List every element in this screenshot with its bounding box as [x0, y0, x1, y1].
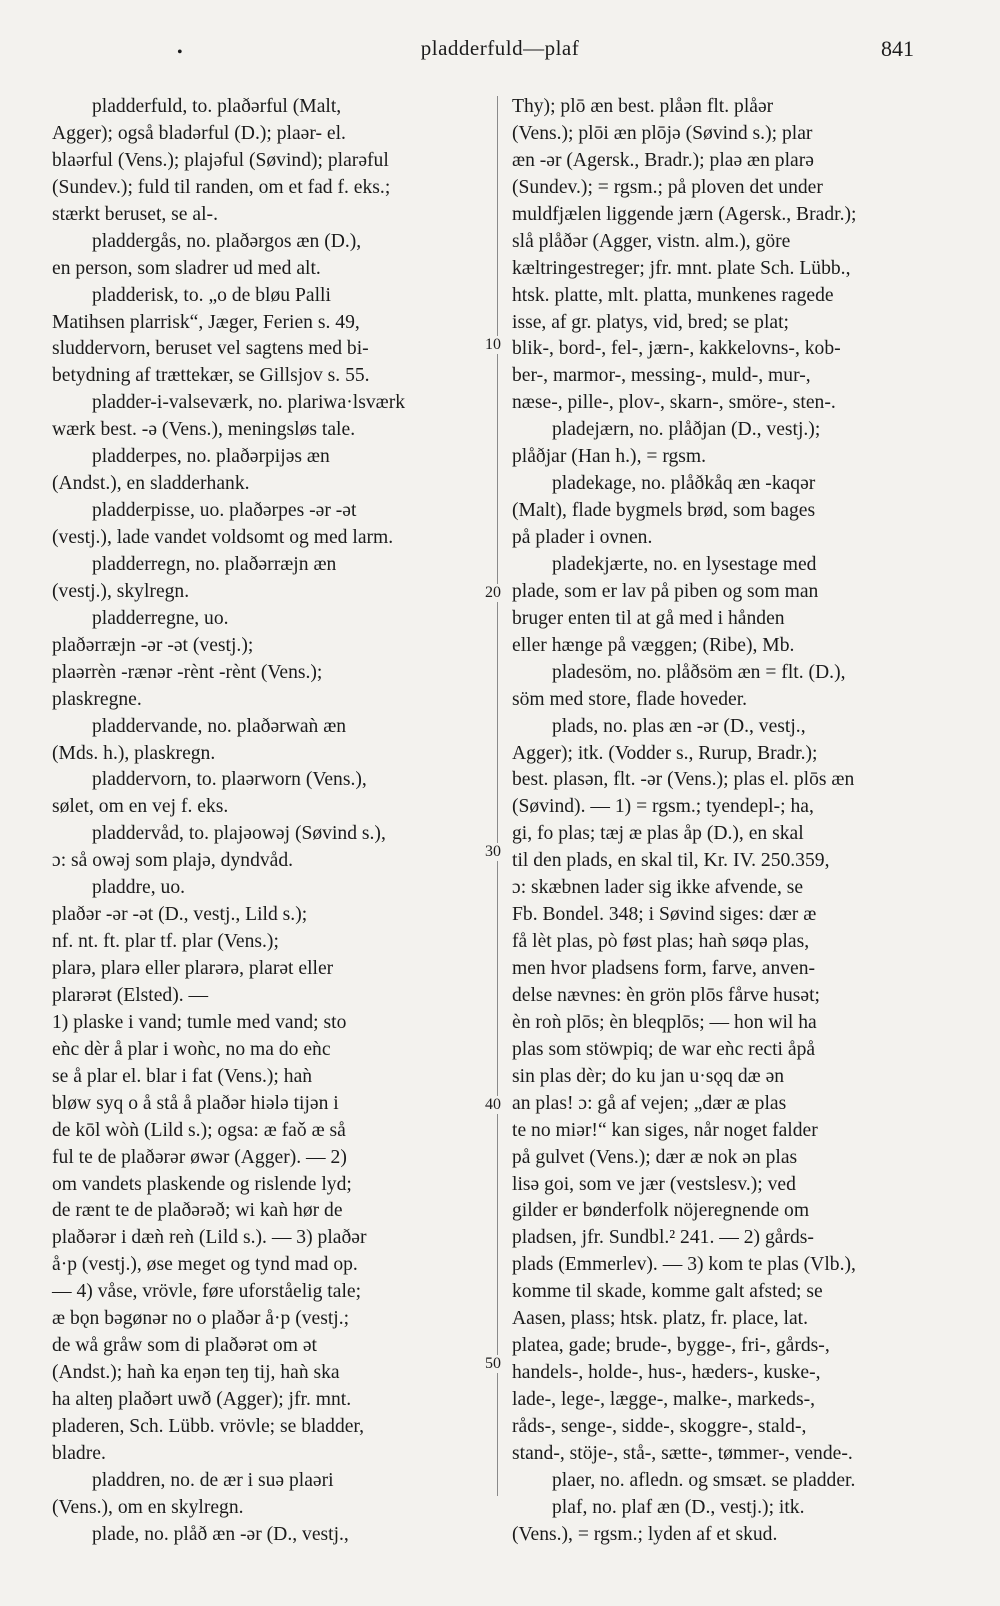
right-column-line: plas som stöwpiq; de war eǹc recti åpå — [512, 1038, 816, 1060]
right-column — [512, 94, 944, 1549]
left-column-line: de kōl wòǹ (Lild s.); ogsa: æ faǒ æ så — [52, 1119, 346, 1141]
left-column-line: Matihsen plarrisk“, Jæger, Ferien s. 49, — [52, 311, 360, 333]
left-column-line: pladeren, Sch. Lübb. vrövle; se bladder, — [52, 1415, 365, 1437]
left-column-line: stærkt beruset, se al-. — [52, 203, 218, 225]
left-column-line: (Mds. h.), plaskregn. — [52, 742, 216, 764]
right-column-line: komme til skade, komme galt afsted; se — [512, 1281, 823, 1303]
left-column-line: plarə, plarə eller plarərə, plarət eller — [52, 958, 334, 979]
left-column-line: blaərful (Vens.); plajəful (Søvind); plarəful — [52, 149, 389, 171]
right-column-line: ber-, marmor-, messing-, muld-, mur-, — [512, 365, 811, 387]
right-column-line: pladekage, no. plåðkåq æn -kaqər — [552, 473, 816, 495]
left-column-line: plaskregne. — [52, 688, 142, 710]
right-column-line: te no miər!“ kan siges, når noget falder — [512, 1119, 818, 1141]
left-column-line: pladderisk, to. „o de bløu Palli — [92, 284, 331, 306]
left-column-line: (Andst.), en sladderhank. — [52, 473, 250, 495]
right-column-line: best. plasən, flt. -ər (Vens.); plas el. plōs æn — [512, 769, 855, 791]
right-column-line: plaer, no. afledn. og smsæt. se pladder. — [552, 1469, 856, 1491]
left-column-line: (vestj.), skylregn. — [52, 580, 190, 602]
right-column-line: htsk. platte, mlt. platta, munkenes ragede — [512, 284, 834, 306]
left-column-line: pladdervorn, to. plaərworn (Vens.), — [92, 769, 367, 791]
left-column-line: pladdervåd, to. plajəowəj (Søvind s.), — [92, 823, 386, 845]
column-divider — [497, 96, 498, 1496]
left-column-line: plaðərræjn -ər -ət (vestj.); — [52, 634, 254, 656]
left-column-line: pladderpisse, uo. plaðərpes -ər -ət — [92, 500, 357, 522]
left-column-line: wærk best. -ə (Vens.), meningsløs tale. — [52, 419, 356, 441]
left-column-line: de wå gråw som di plaðərət om ət — [52, 1335, 317, 1357]
right-column-line: handels-, holde-, hus-, hæders-, kuske-, — [512, 1362, 821, 1384]
left-column-line: pladder-i-valseværk, no. plariwa·lsværk — [92, 392, 406, 414]
left-column-line: bløw syq o å stå å plaðər hiələ tijən i — [52, 1092, 339, 1114]
left-column-line: pladdergås, no. plaðərgos æn (D.), — [92, 230, 362, 252]
left-column-line: ful te de plaðərər øwər (Agger). — 2) — [52, 1146, 347, 1168]
left-column-line: plaərrèn -rænər -rènt -rènt (Vens.); — [52, 661, 323, 683]
right-column-line: æn -ər (Agersk., Bradr.); plaə æn plarə — [512, 149, 814, 171]
page-marker-dot: • — [177, 44, 183, 61]
right-column-line: muldfjælen liggende jærn (Agersk., Bradr.); — [512, 203, 857, 225]
left-column-line: pladdren, no. de ær i suə plaəri — [92, 1469, 334, 1491]
left-column-line: nf. nt. ft. plar tf. plar (Vens.); — [52, 931, 279, 953]
right-column-line: kæltringestreger; jfr. mnt. plate Sch. Lübb., — [512, 257, 851, 279]
left-column-line: pladdervande, no. plaðərwaǹ æn — [92, 715, 347, 737]
right-column-line: èn roǹ plōs; èn bleqplōs; — hon wil ha — [512, 1011, 817, 1033]
right-column-line: Thy); plō æn best. plåən flt. plåər — [512, 96, 774, 117]
right-column-line: bruger enten til at gå med i hånden — [512, 607, 785, 629]
right-column-line: pladsen, jfr. Sundbl.² 241. — 2) gårds- — [512, 1227, 814, 1249]
right-column-line: an plas! ɔ: gå af vejen; „dær æ plas — [512, 1092, 787, 1114]
left-column-line: (Andst.); haǹ ka eŋən teŋ tij, haǹ ska — [52, 1362, 340, 1384]
left-column-line: 1) plaske i vand; tumle med vand; sto — [52, 1011, 347, 1033]
left-column-line: betydning af trættekær, se Gillsjov s. 55. — [52, 365, 370, 387]
left-column-line: pladderregn, no. plaðərræjn æn — [92, 553, 337, 575]
left-column-line: plaðər -ər -ət (D., vestj., Lild s.); — [52, 904, 308, 926]
right-column-line: gilder er bønderfolk nöjeregnende om — [512, 1200, 810, 1222]
right-column-line: stand-, stöje-, stå-, sætte-, tømmer-, vende-. — [512, 1442, 853, 1464]
left-column-line: de rænt te de plaðərəð; wi kaǹ hør de — [52, 1200, 343, 1222]
right-column-line: råds-, senge-, sidde-, skoggre-, stald-, — [512, 1415, 807, 1437]
right-column-line: Agger); itk. (Vodder s., Rurup, Bradr.); — [512, 742, 818, 764]
running-header: pladderfuld—plaf — [420, 36, 580, 60]
left-column-line: eǹc dèr å plar i woǹc, no ma do eǹc — [52, 1038, 331, 1060]
line-number-20: 20 — [476, 584, 510, 602]
right-column-line: på plader i ovnen. — [512, 527, 653, 548]
right-column-line: lisə goi, som ve jær (vestslesv.); ved — [512, 1173, 796, 1195]
left-column-line: (Vens.), om en skylregn. — [52, 1496, 244, 1518]
right-column-line: blik-, bord-, fel-, jærn-, kakkelovns-, kob- — [512, 338, 841, 360]
right-column-line: plaf, no. plaf æn (D., vestj.); itk. — [552, 1496, 805, 1518]
left-column-line: pladderregne, uo. — [92, 607, 229, 629]
line-number-30: 30 — [476, 843, 510, 861]
right-column-line: plads, no. plas æn -ər (D., vestj., — [552, 715, 806, 737]
right-column-line: platea, gade; brude-, bygge-, fri-, gårds-, — [512, 1335, 830, 1357]
left-column-line: pladderpes, no. plaðərpijəs æn — [92, 446, 330, 468]
left-column-line: pladdre, uo. — [92, 877, 186, 899]
left-column-line: — 4) våse, vrövle, føre uforståelig tale; — [52, 1281, 362, 1303]
right-column-line: plade, som er lav på piben og som man — [512, 580, 819, 602]
left-column-line: plaðərər i dæǹ reǹ (Lild s.). — 3) plaðər — [52, 1227, 367, 1249]
right-column-line: isse, af gr. platys, vid, bred; se plat; — [512, 311, 789, 333]
left-column-line: plarərət (Elsted). — — [52, 984, 209, 1006]
left-column-line: se å plar el. blar i fat (Vens.); haǹ — [52, 1065, 313, 1087]
right-column-line: gi, fo plas; tæj æ plas åp (D.), en skal — [512, 823, 804, 845]
right-column-line: plåðjar (Han h.), = rgsm. — [512, 446, 707, 468]
left-column-line: plade, no. plåð æn -ər (D., vestj., — [92, 1523, 349, 1545]
left-column-line: (Sundev.); fuld til randen, om et fad f. eks.; — [52, 176, 391, 198]
right-column-line: på gulvet (Vens.); dær æ nok ən plas — [512, 1146, 798, 1168]
right-column-line: Fb. Bondel. 348; i Søvind siges: dær æ — [512, 904, 817, 926]
left-column-line: pladderfuld, to. plaðərful (Malt, — [92, 96, 342, 117]
right-column-line: (Vens.), = rgsm.; lyden af et skud. — [512, 1523, 778, 1545]
right-column-line: pladekjærte, no. en lysestage med — [552, 553, 817, 575]
page-number: 841 — [881, 36, 914, 61]
left-column-line: å·p (vestj.), øse meget og tynd mad op. — [52, 1254, 358, 1276]
right-column-line: (Malt), flade bygmels brød, som bages — [512, 500, 816, 522]
left-column-line: æ bǫn bəgønər no o plaðər å·p (vestj.; — [52, 1308, 350, 1330]
left-column-line: ɔ: så owəj som plajə, dyndvåd. — [52, 850, 294, 872]
right-column-line: söm med store, flade hoveder. — [512, 688, 748, 710]
left-column-line: sølet, om en vej f. eks. — [52, 796, 229, 818]
left-column-line: om vandets plaskende og rislende lyd; — [52, 1173, 352, 1195]
right-column-line: pladejærn, no. plåðjan (D., vestj.); — [552, 419, 821, 441]
right-column-line: til den plads, en skal til, Kr. IV. 250.359, — [512, 850, 830, 872]
left-column-line: en person, som sladrer ud med alt. — [52, 257, 321, 279]
right-column-line: slå plåðər (Agger, vistn. alm.), göre — [512, 230, 791, 252]
left-column-line: Agger); også bladərful (D.); plaər- el. — [52, 122, 346, 144]
right-column-line: lade-, lege-, lægge-, malke-, markeds-, — [512, 1389, 816, 1410]
line-number-10: 10 — [476, 336, 510, 354]
right-column-line: men hvor pladsens form, farve, anven- — [512, 958, 816, 979]
right-column-line: plads (Emmerlev). — 3) kom te plas (Vlb.), — [512, 1254, 856, 1276]
left-column-line: sluddervorn, beruset vel sagtens med bi- — [52, 338, 369, 360]
right-column-line: pladesöm, no. plåðsöm æn = flt. (D.), — [552, 661, 846, 683]
right-column-line: (Vens.); plōi æn plōjə (Søvind s.); plar — [512, 122, 813, 144]
right-column-line: (Sundev.); = rgsm.; på ploven det under — [512, 176, 823, 198]
left-column — [52, 94, 486, 1549]
left-column-line: (vestj.), lade vandet voldsomt og med larm. — [52, 527, 394, 548]
right-column-line: næse-, pille-, plov-, skarn-, smöre-, sten-. — [512, 392, 836, 414]
left-column-line: bladre. — [52, 1442, 106, 1464]
line-number-50: 50 — [476, 1355, 510, 1373]
right-column-line: ɔ: skæbnen lader sig ikke afvende, se — [512, 877, 804, 899]
right-column-line: få lèt plas, pò føst plas; haǹ søqə plas, — [512, 931, 810, 953]
right-column-line: eller hænge på væggen; (Ribe), Mb. — [512, 634, 795, 656]
line-number-40: 40 — [476, 1096, 510, 1114]
left-column-line: ha alteŋ plaðərt uwð (Agger); jfr. mnt. — [52, 1389, 352, 1410]
right-column-line: (Søvind). — 1) = rgsm.; tyendepl-; ha, — [512, 796, 814, 818]
right-column-line: Aasen, plass; htsk. platz, fr. place, lat. — [512, 1308, 809, 1330]
right-column-line: delse nævnes: èn grön plōs fårve husət; — [512, 984, 820, 1006]
right-column-line: sin plas dèr; do ku jan u·sǫq dæ ən — [512, 1065, 785, 1087]
